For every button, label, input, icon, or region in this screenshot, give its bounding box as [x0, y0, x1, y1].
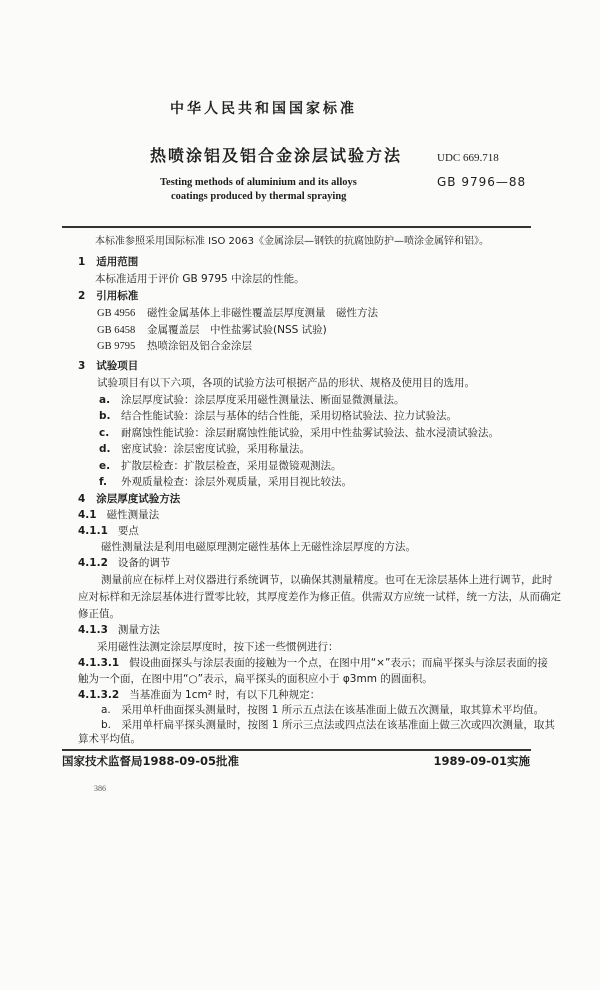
- item-mark: e.: [99, 460, 111, 472]
- section-number: 4.1: [78, 509, 97, 521]
- item-text: 外观质量检查：涂层外观质量，采用目视比较法。: [121, 476, 352, 488]
- section-4-1-3-2-b-cont: 算术平均值。: [78, 733, 141, 745]
- footer-rule: [62, 749, 531, 751]
- item-text: 结合性能试验：涂层与基体的结合性能，采用切格试验法、拉力试验法。: [121, 410, 457, 422]
- udc-code: UDC 669.718: [437, 152, 499, 164]
- approval-date: 国家技术监督局1988-09-05批准: [62, 754, 240, 768]
- item-mark: c.: [99, 427, 110, 439]
- section-4-1-3-2-b: b. 采用单杆扁平探头测量时，按图 1 所示三点法或四点法在该基准面上做三次或四次测量，取其: [101, 719, 555, 731]
- reference-name: 磁性金属基体上非磁性覆盖层厚度测量 磁性方法: [147, 307, 378, 319]
- section-4-1-3-1-line: [78, 656, 548, 670]
- document-title-en-2: coatings produced by thermal spraying: [171, 191, 347, 202]
- test-item: [99, 459, 342, 473]
- item-text: 扩散层检查：扩散层检查，采用显微镜观测法。: [121, 460, 342, 472]
- reference-name: 金属覆盖层 中性盐雾试验(NSS 试验): [147, 324, 327, 336]
- section-4-1-3-2-a: a. 采用单杆曲面探头测量时，按图 1 所示五点法在该基准面上做五次测量，取其算术平均值。: [101, 704, 545, 716]
- section-4-1-3-2-heading: [78, 688, 320, 702]
- intro: 本标准参照采用国际标准 ISO 2063《金属涂层—钢铁的抗腐蚀防护—喷涂金属锌和铝》。: [95, 236, 489, 247]
- section-text: 假设曲面探头与涂层表面的接触为一个点，在图中用“×”表示；而扁平探头与涂层表面的接: [129, 657, 548, 669]
- section-4-1-2-heading: [78, 556, 170, 570]
- section-1-heading: [78, 255, 138, 269]
- reference-item: [97, 306, 378, 321]
- section-number: 1: [78, 256, 86, 268]
- item-mark: a.: [99, 394, 111, 406]
- section-4-1-3-heading: [78, 623, 160, 637]
- effective-date: 1989-09-01实施: [433, 754, 530, 768]
- gb-number: GB 9796—88: [437, 175, 527, 189]
- item-mark: b.: [99, 410, 111, 422]
- section-title: 当基准面为 1cm² 时，有以下几种规定：: [129, 689, 321, 701]
- section-number: 4: [78, 493, 86, 505]
- item-text: 涂层厚度试验：涂层厚度采用磁性测量法、断面显微测量法。: [121, 394, 405, 406]
- section-3-body: 试验项目有以下六项，各项的试验方法可根据产品的形状、规格及使用目的选用。: [97, 377, 475, 389]
- test-item: [99, 409, 457, 423]
- reference-code: GB 6458: [97, 325, 136, 336]
- section-4-1-1-heading: [78, 524, 139, 538]
- reference-name: 热喷涂铝及铝合金涂层: [147, 340, 252, 352]
- item-text: 密度试验：涂层密度试验，采用称量法。: [121, 443, 310, 455]
- section-1-body: 本标准适用于评价 GB 9795 中涂层的性能。: [95, 273, 305, 285]
- header-rule: [62, 226, 531, 228]
- section-4-1-heading: [78, 508, 159, 522]
- section-number: 4.1.3.1: [78, 657, 120, 669]
- national-standard-heading: 中华人民共和国国家标准: [170, 101, 357, 117]
- item-mark: d.: [99, 443, 111, 455]
- section-title: 磁性测量法: [106, 509, 160, 521]
- reference-item: [97, 339, 252, 354]
- section-4-1-2-line: 应对标样和无涂层基体进行置零比较，其厚度差作为修正值。供需双方应统一试样，统一方法，从而确定: [78, 591, 561, 603]
- section-4-1-2-line: 修正值。: [78, 608, 120, 620]
- reference-item: [97, 323, 327, 338]
- reference-code: GB 4956: [97, 308, 136, 319]
- section-number: 4.1.3.2: [78, 689, 120, 701]
- section-2-heading: [78, 289, 138, 303]
- section-title: 试验项目: [96, 360, 139, 372]
- section-number: 4.1.1: [78, 525, 108, 537]
- section-number: 2: [78, 290, 86, 302]
- section-3-heading: [78, 359, 138, 373]
- test-item: [99, 426, 499, 440]
- test-item: [99, 442, 310, 456]
- section-title: 测量方法: [117, 624, 160, 636]
- test-item: [99, 393, 405, 407]
- section-4-1-1-body: 磁性测量法是利用电磁原理测定磁性基体上无磁性涂层厚度的方法。: [101, 541, 416, 553]
- section-title: 引用标准: [96, 290, 139, 302]
- section-title: 适用范围: [96, 256, 139, 268]
- section-number: 4.1.3: [78, 624, 108, 636]
- page-number: 386: [94, 784, 106, 793]
- section-4-1-2-line: 测量前应在标样上对仪器进行系统调节，以确保其测量精度。也可在无涂层基体上进行调节，此时: [101, 574, 553, 586]
- item-mark: f.: [99, 476, 107, 488]
- section-4-1-3-1-line: 触为一个面，在图中用“○”表示，扁平探头的面积应小于 φ3mm 的圆面积。: [78, 673, 433, 685]
- section-number: 4.1.2: [78, 557, 108, 569]
- test-item: [99, 475, 352, 489]
- section-number: 3: [78, 360, 86, 372]
- section-title: 涂层厚度试验方法: [96, 493, 181, 505]
- document-title-en-1: Testing methods of aluminium and its alloys: [160, 177, 357, 188]
- section-title: 要点: [117, 525, 139, 537]
- document-title-cn: 热喷涂铝及铝合金涂层试验方法: [150, 146, 403, 165]
- section-4-1-3-body: 采用磁性法测定涂层厚度时，按下述一些惯例进行：: [97, 641, 339, 653]
- section-title: 设备的调节: [117, 557, 171, 569]
- section-4-heading: [78, 492, 180, 506]
- item-text: 耐腐蚀性能试验：涂层耐腐蚀性能试验，采用中性盐雾试验法、盐水浸渍试验法。: [121, 427, 499, 439]
- reference-code: GB 9795: [97, 341, 136, 352]
